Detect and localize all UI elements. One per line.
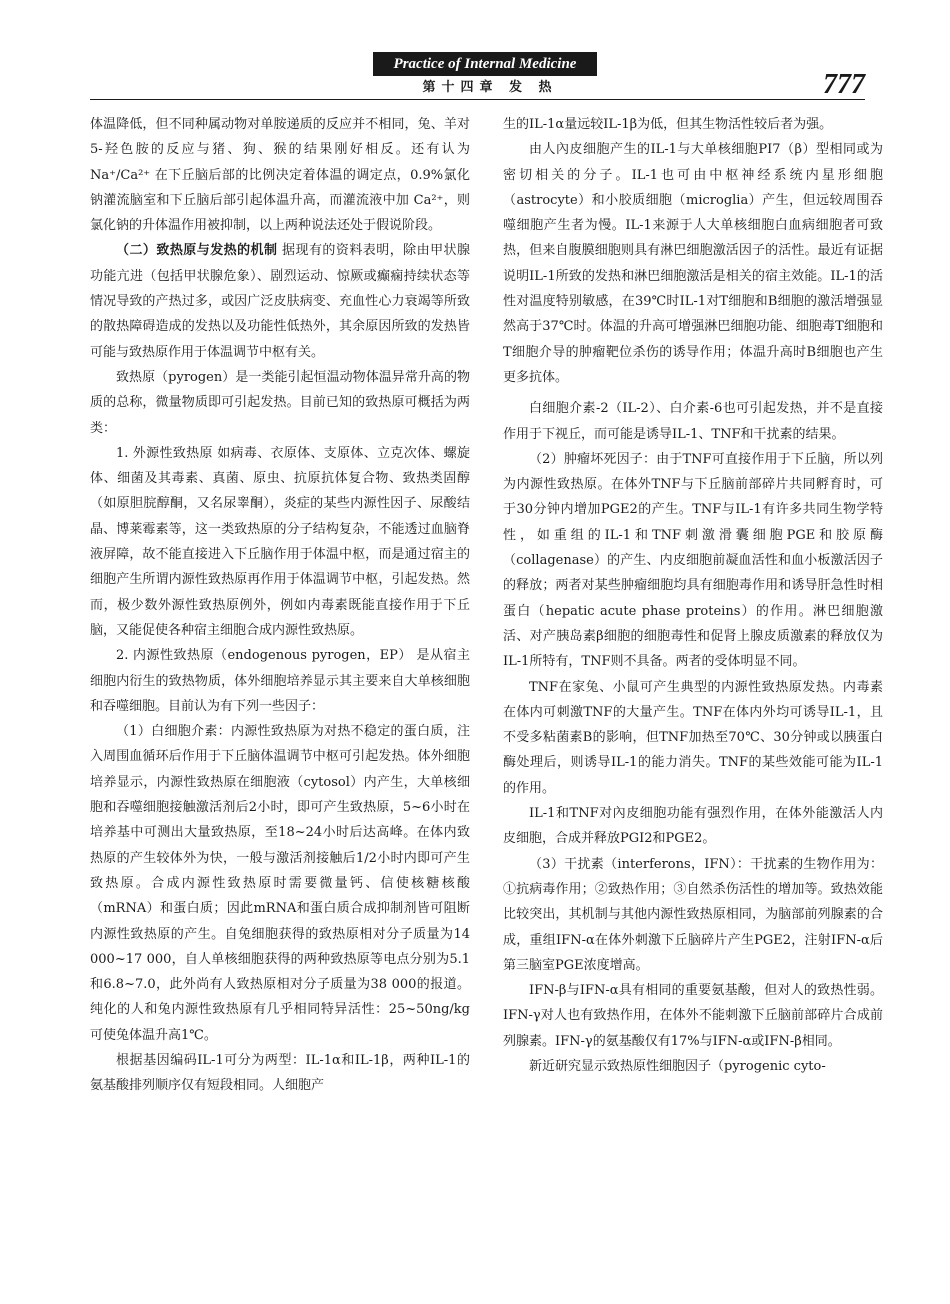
- paragraph: [90, 643, 470, 719]
- left-column: [90, 112, 470, 1099]
- paragraph: [90, 1048, 470, 1099]
- paragraph: [503, 447, 883, 675]
- paragraph-text: TNF在家兔、小鼠可产生典型的内源性致热原发热。内毒素在体内可刺激TNF的大量产生。TNF在体内外均可诱导IL-1，且不受多粘菌素B的影响，但TNF加热至70℃、30分钟或以胰蛋白酶处理后，则诱导IL-1的能力消失。TNF的某些效能可能为IL-1的作用。: [503, 679, 883, 796]
- paragraph: [503, 1054, 883, 1079]
- right-column: [503, 112, 883, 1079]
- paragraph-text: IFN-β与IFN-α具有相同的重要氨基酸，但对人的致热性弱。IFN-γ对人也有致热作用，在体外不能刺激下丘脑前部碎片合成前列腺素。IFN-γ的氨基酸仅有17%与IFN-α或IFN-β相同。: [503, 983, 883, 1049]
- paragraph-text: 据现有的资料表明，除由甲状腺功能亢进（包括甲状腺危象）、剧烈运动、惊厥或癫痫持续状态等情况导致的产热过多，或因广泛皮肤病变、充血性心力衰竭等所致的散热障碍造成的发热以及功能性低热外，其余原因所致的发热皆可能与致热原作用于体温调节中枢有关。: [90, 243, 470, 360]
- paragraph: [503, 675, 883, 801]
- paragraph: [90, 441, 470, 643]
- paragraph: [90, 238, 470, 364]
- paragraph-text: 白细胞介素-2（IL-2）、白介素-6也可引起发热，并不是直接作用于下视丘，而可能是诱导IL-1、TNF和干扰素的结果。: [503, 401, 883, 442]
- paragraph: [503, 137, 883, 390]
- paragraph-text: 根据基因编码IL-1可分为两型：IL-1α和IL-1β，两种IL-1的氨基酸排列顺序仅有短段相同。人细胞产: [90, 1052, 470, 1094]
- paragraph: [90, 719, 470, 1048]
- paragraph-text: 新近研究显示致热原性细胞因子（pyrogenic cyto-: [529, 1058, 826, 1074]
- paragraph-text: （1）白细胞介素：内源性致热原为对热不稳定的蛋白质，注入周围血循环后作用于下丘脑体温调节中枢可引起发热。体外细胞培养显示，内源性致热原在细胞液（cytosol）内产生，大单核细胞和吞噬细胞接触激活剂后2小时，即可产生致热原，5~6小时在培养基中可测出大量致热原，至18~24小时后达高峰。在体内致热原的产生较体外为快，一般与激活剂接触后1/2小时内即可产生致热原。合成内源性致热原时需要微量钙、信使核糖核酸（mRNA）和蛋白质；因此mRNA和蛋白质合成抑制剂皆可阻断内源性致热原的产生。自兔细胞获得的致热原相对分子质量为14 000~17 000，自人单核细胞获得的两种致热原等电点分别为5.1和6.8~7.0，此外尚有人致热原相对分子质量为38 000的报道。纯化的人和兔内源性致热原有几乎相同特异活性：25~50ng/kg可使兔体温升高1℃。: [90, 724, 470, 1043]
- paragraph: [503, 396, 883, 447]
- section-heading: （二）致热原与发热的机制: [116, 243, 278, 259]
- journal-banner: Practice of Internal Medicine: [373, 52, 597, 76]
- paragraph-text: （3）干扰素（interferons，IFN）：干扰素的生物作用为：①抗病毒作用；②致热作用；③自然杀伤活性的增加等。致热效能比较突出，其机制与其他内源性致热原相同，为脑部前列腺素的合成，重组IFN-α在体外刺激下丘脑碎片产生PGE2，注射IFN-α后第三脑室PGE浓度增高。: [503, 856, 883, 973]
- paragraph: [503, 112, 883, 137]
- paragraph: [503, 978, 883, 1054]
- paragraph-text: 体温降低，但不同种属动物对单胺递质的反应并不相同，兔、羊对5-羟色胺的反应与猪、狗、猴的结果刚好相反。还有认为 Na⁺/Ca²⁺ 在下丘脑后部的比例决定着体温的调定点，0.9%氯化钠灌流脑室和下丘脑后部引起体温升高，而灌流液中加 Ca²⁺，则氯化钠的升体温作用被抑制，以上两种说法还处于假说阶段。: [90, 117, 470, 234]
- header-rule: [90, 99, 865, 100]
- paragraph: [90, 112, 470, 238]
- paragraph-text: 由人內皮细胞产生的IL-1与大单核细胞PI7（β）型相同或为密切相关的分子。IL-1也可由中枢神经系统内星形细胞（astrocyte）和小胶质细胞（microglia）产生，但远较周围吞噬细胞产生者为慢。IL-1来源于人大单核细胞白血病细胞者可致热，但来自腹膜细胞则具有淋巴细胞激活因子的活性。最近有证据说明IL-1所致的发热和淋巴细胞激活是相关的宿主效能。IL-1的活性对温度特别敏感，在39℃时IL-1对T细胞和B细胞的激活增强显然高于37℃时。体温的升高可增强淋巴细胞功能、细胞毒T细胞和T细胞介导的肿瘤靶位杀伤的诱导作用；体温升高时B细胞也产生更多抗体。: [503, 142, 883, 385]
- paragraph-text: IL-1和TNF对內皮细胞功能有强烈作用，在体外能激活人内皮细胞，合成并释放PGI2和PGE2。: [503, 806, 883, 847]
- paragraph: [90, 365, 470, 441]
- paragraph-text: 1. 外源性致热原 如病毒、衣原体、支原体、立克次体、螺旋体、细菌及其毒素、真菌、原虫、抗原抗体复合物、致热类固醇（如原胆脘醇酮，又名尿睾酮），炎症的某些内源性因子、尿酸结晶、博莱霉素等，这一类致热原的分子结构复杂，不能透过血脑脊液屏障，故不能直接进入下丘脑作用于体温中枢，而是通过宿主的细胞产生所谓内源性致热原再作用于体温调节中枢，引起发热。然而，极少数外源性致热原例外，例如内毒素既能直接作用于下丘脑，又能促使各种宿主细胞合成内源性致热原。: [90, 445, 470, 638]
- paragraph-text: 2. 内源性致热原（endogenous pyrogen，EP） 是从宿主细胞内衍生的致热物质，体外细胞培养显示其主要来自大单核细胞和吞噬细胞。目前认为有下列一些因子：: [90, 648, 470, 714]
- paragraph-text: 致热原（pyrogen）是一类能引起恒温动物体温异常升高的物质的总称，微量物质即可引起发热。目前已知的致热原可概括为两类：: [90, 369, 470, 436]
- paragraph-text: 生的IL-1α量远较IL-1β为低，但其生物活性较后者为强。: [503, 117, 833, 132]
- chapter-heading: 第十四章 发 热: [422, 80, 558, 95]
- paragraph-text: （2）肿瘤坏死因子：由于TNF可直接作用于下丘脑，所以列为内源性致热原。在体外TNF与下丘脑前部碎片共同孵育时，可于30分钟内增加PGE2的产生。TNF与IL-1有许多共同生物学特性，如重组的IL-1和TNF刺激滑囊细胞PGE和胶原酶（collagenase）的产生、内皮细胞前凝血活性和血小板激活因子的释放；两者对某些肿瘤细胞均具有细胞毒作用和诱导肝急性时相蛋白（hepatic acute phase proteins）的作用。淋巴细胞激活、对产胰岛素β细胞的细胞毒性和促肾上腺皮质激素的释放仅为IL-1所特有，TNF则不具备。两者的受体明显不同。: [503, 451, 883, 670]
- paragraph: [503, 801, 883, 852]
- page-number: 777: [823, 69, 865, 100]
- paragraph: [503, 852, 883, 978]
